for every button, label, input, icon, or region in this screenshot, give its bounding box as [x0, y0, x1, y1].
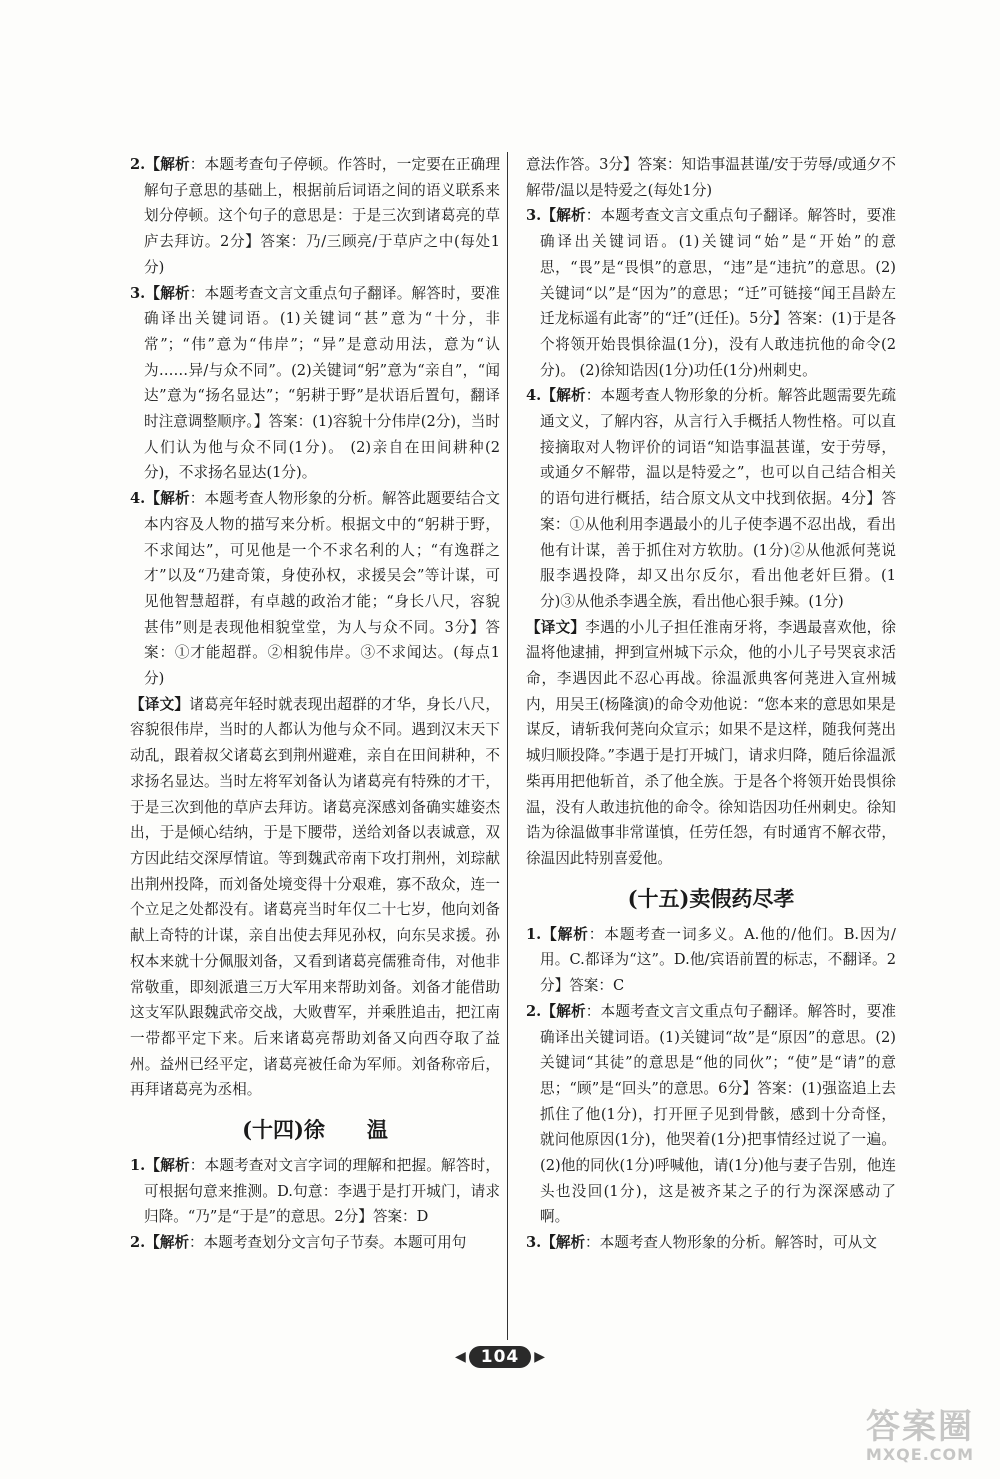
answer-item: 2.【解析：本题考查句子停顿。作答时，一定要在正确理解句子意思的基础上，根据前后词语之间的语义联系来划分停顿。这个句子的意思是：于是三次到诸葛亮的草庐去拜访。2分】答案：乃/三顾亮/于草庐之中(每处1分): [130, 156, 500, 276]
watermark-main-text: 答案圈: [866, 1407, 974, 1447]
answer-item: 3.【解析：本题考查人物形象的分析。解答时，可从文: [526, 1234, 877, 1252]
left-arrow-icon: ◀: [454, 1349, 466, 1365]
right-arrow-icon: ▶: [534, 1349, 546, 1365]
column-divider: [507, 152, 508, 1340]
translation-paragraph: 【译文】诸葛亮年轻时就表现出超群的才华，身长八尺，容貌很伟岸，当时的人都认为他与众不同。遇到汉末天下动乱，跟着叔父诸葛玄到荆州避难，亲自在田间耕种，不求扬名显达。当时左将军刘备认为诸葛亮有特殊的才干，于是三次到他的草庐去拜访。诸葛亮深感刘备确实雄姿杰出，于是倾心结纳，于是下腰带，送给刘备以表诚意，双方因此结交深厚情谊。等到魏武帝南下攻打荆州，刘琮献出荆州投降，而刘备处境变得十分艰难，寡不敌众，连一个立足之处都没有。诸葛亮当时年仅二十七岁，他向刘备献上奇特的计谋，亲自出使去拜见孙权，向东吴求援。孙权本来就十分佩服刘备，又看到诸葛亮儒雅奇伟，对他非常敬重，即刻派遣三万大军用来帮助刘备。刘备才能借助这支军队跟魏武帝交战，大败曹军，并乘胜追击，把江南一带都平定下来。后来诸葛亮帮助刘备又向西夺取了益州。益州已经平定，诸葛亮被任命为军师。刘备称帝后，再拜诸葛亮为丞相。: [130, 695, 500, 1099]
answer-item: 1.【解析：本题考查一词多义。A.他的/他们。B.因为/用。C.都译为“这”。D.他/宾语前置的标志，不翻译。2分】答案：C: [526, 925, 896, 995]
translation-paragraph: 【译文】李遇的小儿子担任淮南牙将，李遇最喜欢他，徐温将他逮捕，押到宣州城下示众，他的小儿子号哭哀求活命，李遇因此不忍心再战。徐温派典客何荛进入宣州城内，用吴王(杨隆演)的命令劝他说：“您本来的意思如果是谋反，请斩我何荛向众宣示；如果不是这样，随我何荛出城归顺投降。”李遇于是打开城门，请求归降，随后徐温派柴再用把他斩首，杀了他全族。于是各个将领开始畏惧徐温，没有人敢违抗他的命令。徐知诰因功任州刺史。徐知诰为徐温做事非常谨慎，任劳任怨，有时通宵不解衣带，徐温因此特别喜爱他。: [526, 618, 896, 867]
watermark-sub-text: MXQE.COM: [865, 1445, 975, 1464]
right-column: [526, 152, 896, 1256]
watermark-logo: [850, 1401, 990, 1471]
section-title: (十四)徐 温: [242, 1117, 388, 1143]
continued-paragraph: 意法作答。3分】答案：知诰事温甚谨/安于劳辱/或通夕不解带/温以是特爱之(每处1分): [526, 156, 896, 199]
page-number: 104: [469, 1346, 532, 1368]
answer-item: 4.【解析：本题考查人物形象的分析。解答此题需要先疏通文义，了解内容，从言行入手概括人物性格。可以直接摘取对人物评价的词语“知诰事温甚谨，安于劳辱，或通夕不解带，温以是特爱之”，也可以自己结合相关的语句进行概括，结合原文从文中找到依据。4分】答案：①从他利用李遇最小的儿子使李遇不忍出战，看出他有计谋，善于抓住对方软肋。(1分)②从他派何荛说服李遇投降，却又出尔反尔，看出他老奸巨猾。(1分)③从他杀李遇全族，看出他心狠手辣。(1分): [526, 387, 896, 610]
section-title: (十五)卖假药尽孝: [627, 885, 795, 911]
answer-item: 2.【解析：本题考查划分文言句子节奏。本题可用句: [130, 1234, 467, 1252]
answer-item: 4.【解析：本题考查人物形象的分析。解答此题要结合文本内容及人物的描写来分析。根据文中的“躬耕于野，不求闻达”，可见他是一个不求名利的人；“有逸群之才”以及“乃建奇策，身使孙权，求援吴会”等计谋，可见他智慧超群，有卓越的政治才能；“身长八尺，容貌甚伟”则是表现他相貌堂堂，为人与众不同。3分】答案：①才能超群。②相貌伟岸。③不求闻达。(每点1分): [130, 490, 500, 688]
answer-item: 3.【解析：本题考查文言文重点句子翻译。解答时，要准确译出关键词语。(1)关键词“甚”意为“十分，非常”；“伟”意为“伟岸”；“异”是意动用法，意为“认为……异/与众不同”。(2)关键词“躬”意为“亲自”，“闻达”意为“扬名显达”；“躬耕于野”是状语后置句，翻译时注意调整顺序。】答案：(1)容貌十分伟岸(2分)，当时人们认为他与众不同(1分)。 (2)亲自在田间耕种(2分)，不求扬名显达(1分)。: [130, 284, 500, 482]
answer-item: 1.【解析：本题考查对文言字词的理解和把握。解答时，可根据句意来推测。D.句意：李遇于是打开城门，请求归降。“乃”是“于是”的意思。2分】答案：D: [130, 1157, 500, 1226]
left-column: [130, 152, 500, 1256]
page-footer: [440, 1342, 560, 1372]
answer-item: 2.【解析：本题考查文言文重点句子翻译。解答时，要准确译出关键词语。(1)关键词“故”是“原因”的意思。(2)关键词“其徒”的意思是“他的同伙”；“使”是“请”的意思；“顾”是“回头”的意思。6分】答案：(1)强盗追上去抓住了他(1分)，打开匣子见到骨骸，感到十分奇怪，就问他原因(1分)，他哭着(1分)把事情经过说了一遍。 (2)他的同伙(1分)呼喊他，请(1分)他与妻子告别，他连头也没回(1分)，这是被齐某之子的行为深深感动了啊。: [526, 1002, 896, 1226]
answer-item: 3.【解析：本题考查文言文重点句子翻译。解答时，要准确译出关键词语。(1)关键词“始”是“开始”的意思，“畏”是“畏惧”的意思，“违”是“违抗”的意思。(2)关键词“以”是“因为”的意思；“迁”可链接“闻王昌龄左迁龙标遥有此寄”的“迁”(迁任)。5分】答案：(1)于是各个将领开始畏惧徐温(1分)，没有人敢违抗他的命令(2分)。 (2)徐知诰因(1分)功任(1分)州刺史。: [526, 207, 896, 379]
